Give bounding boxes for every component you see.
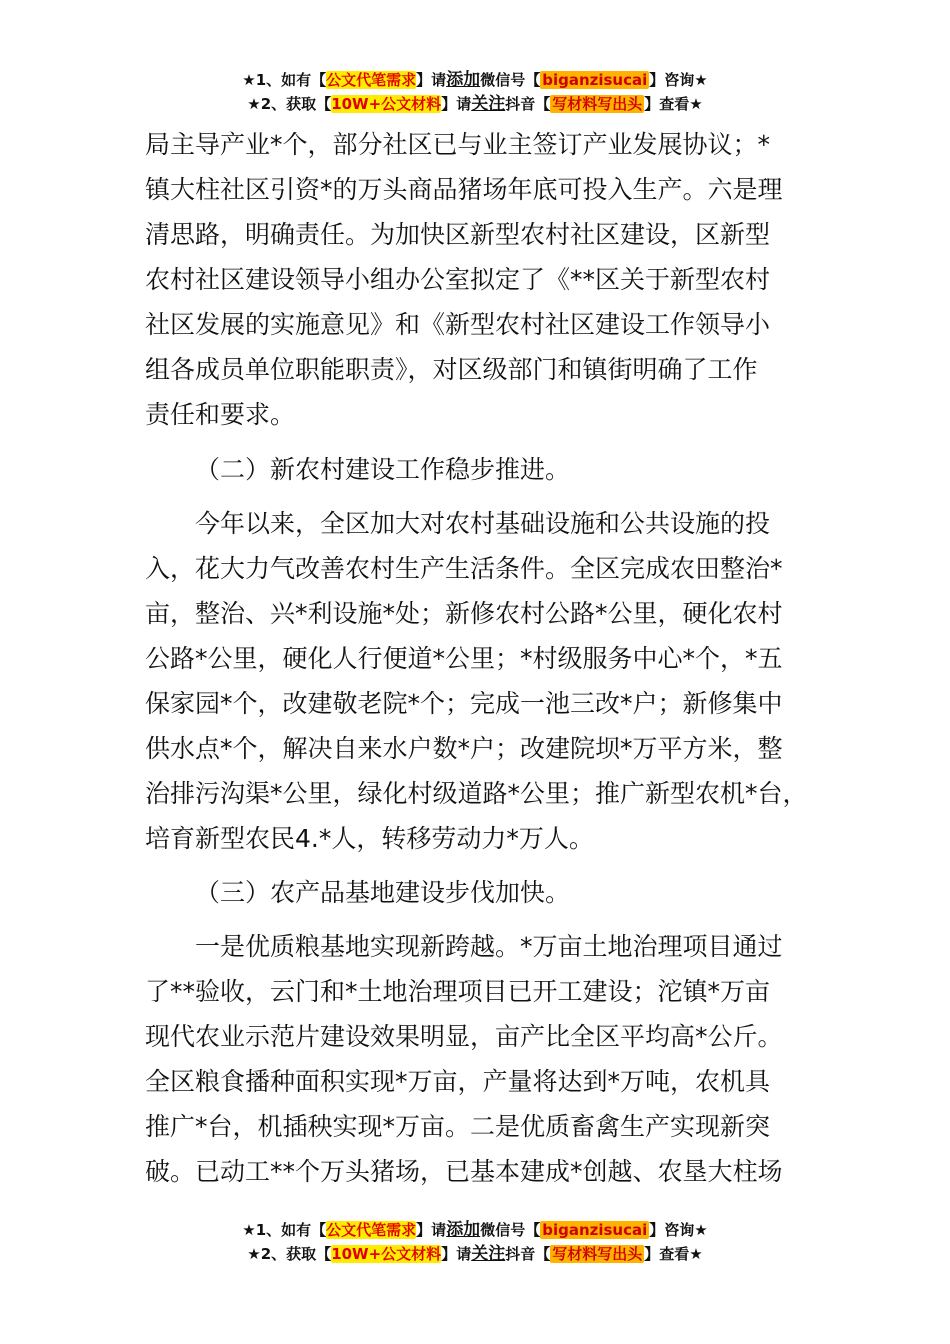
banner-text: ★2、获取【 [247, 1245, 332, 1263]
body-line: 责任和要求。 [145, 400, 296, 429]
body-line: 公路*公里，硬化人行便道*公里；*村级服务中心*个，*五 [145, 644, 783, 673]
body-line: 一是优质粮基地实现新跨越。*万亩土地治理项目通过 [195, 932, 783, 961]
banner-text: 抖音【 [505, 95, 551, 113]
section-heading: （二）新农村建设工作稳步推进。 [195, 455, 571, 484]
body-line: 农村社区建设领导小组办公室拟定了《**区关于新型农村 [145, 265, 771, 294]
banner-line-2 [0, 92, 950, 116]
banner-text: ★1、如有【 [242, 1221, 327, 1239]
banner-underline: 添加 [446, 1220, 481, 1240]
banner-text: 】请 [441, 95, 472, 113]
banner-douyin-id: 写材料写出头 [552, 1245, 643, 1263]
banner-text: ★1、如有【 [242, 71, 327, 89]
banner-text: 】查看★ [644, 95, 703, 113]
banner-underline: 添加 [446, 70, 481, 90]
banner-highlight: 公文代笔需求 [326, 1221, 417, 1239]
body-line: 推广*台，机插秧实现*万亩。二是优质畜禽生产实现新突 [145, 1112, 771, 1141]
body-line: 亩，整治、兴*利设施*处；新修农村公路*公里，硬化农村 [145, 599, 783, 628]
banner-text: 微信号【 [480, 1221, 541, 1239]
banner-text: 微信号【 [480, 71, 541, 89]
body-line: 了**验收，云门和*土地治理项目已开工建设；沱镇*万亩 [145, 977, 771, 1006]
body-line: 培育新型农民4.*人，转移劳动力*万人。 [145, 824, 594, 853]
banner-text: 】请 [441, 1245, 472, 1263]
banner-line-2 [0, 1242, 950, 1266]
banner-underline: 关注 [471, 94, 506, 114]
banner-text: 】请 [416, 71, 447, 89]
body-line: 社区发展的实施意见》和《新型农村社区建设工作领导小 [145, 310, 771, 339]
banner-line-1 [0, 1218, 950, 1242]
banner-line-1 [0, 68, 950, 92]
body-line: 清思路，明确责任。为加快区新型农村社区建设，区新型 [145, 220, 771, 249]
body-line: 保家园*个，改建敬老院*个；完成一池三改*户；新修集中 [145, 689, 783, 718]
bottom-banner [0, 1218, 950, 1266]
body-line: 镇大柱社区引资*的万头商品猪场年底可投入生产。六是理 [145, 175, 783, 204]
banner-highlight: 公文代笔需求 [326, 71, 417, 89]
banner-text: 抖音【 [505, 1245, 551, 1263]
body-line: 供水点*个，解决自来水户数*户；改建院坝*万平方米，整 [145, 734, 783, 763]
body-line: 局主导产业*个，部分社区已与业主签订产业发展协议；* [145, 130, 771, 159]
banner-text: 】查看★ [644, 1245, 703, 1263]
banner-highlight: 10W+公文材料 [331, 1245, 442, 1263]
body-line: 今年以来，全区加大对农村基础设施和公共设施的投 [195, 509, 771, 538]
banner-wechat-id: biganzisucai [542, 71, 648, 89]
body-line: 入，花大力气改善农村生产生活条件。全区完成农田整治* [145, 554, 783, 583]
top-banner [0, 68, 950, 116]
body-line: 破。已动工**个万头猪场，已基本建成*创越、农垦大柱场 [145, 1157, 783, 1186]
body-line: 组各成员单位职能职责》，对区级部门和镇街明确了工作 [145, 355, 758, 384]
body-line: 全区粮食播种面积实现*万亩，产量将达到*万吨，农机具 [145, 1067, 771, 1096]
banner-text: 】请 [416, 1221, 447, 1239]
banner-douyin-id: 写材料写出头 [552, 95, 643, 113]
section-heading: （三）农产品基地建设步伐加快。 [195, 878, 571, 907]
banner-text: 】咨询★ [649, 1221, 708, 1239]
banner-text: ★2、获取【 [247, 95, 332, 113]
banner-underline: 关注 [471, 1244, 506, 1264]
banner-text: 】咨询★ [649, 71, 708, 89]
banner-highlight: 10W+公文材料 [331, 95, 442, 113]
body-line: 现代农业示范片建设效果明显，亩产比全区平均高*公斤。 [145, 1022, 783, 1051]
body-line: 治排污沟渠*公里，绿化村级道路*公里；推广新型农机*台， [145, 779, 808, 808]
banner-wechat-id: biganzisucai [542, 1221, 648, 1239]
